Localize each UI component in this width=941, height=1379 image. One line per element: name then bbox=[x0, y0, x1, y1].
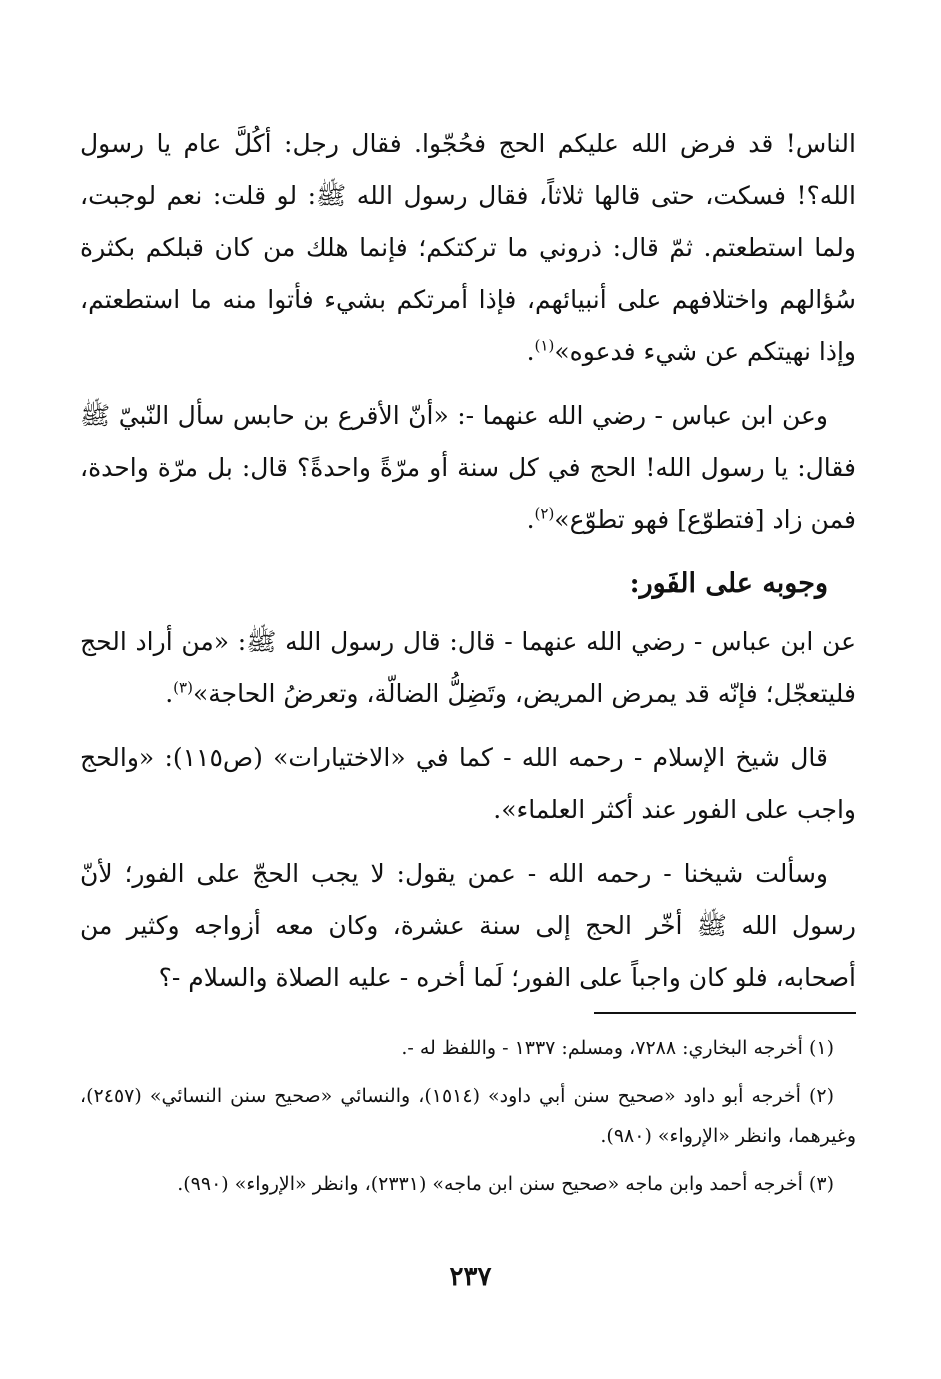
paragraph-end: . bbox=[526, 505, 535, 534]
paragraph-text: الناس! قد فرض الله عليكم الحج فحُجّوا. فقال رجل: أكُلَّ عام يا رسول الله؟! فسكت، حتى قالها ثلاثاً، فقال رسول الله ﷺ: لو قلت: نعم لوجبت، ولما استطعتم. ثمّ قال: ذروني ما تركتكم؛ فإنما هلك من كان قبلكم بكثرة سُؤالهم واختلافهم على أنبيائهم، فإذا أمرتكم بشيء فأتوا منه ما استطعتم، وإذا نهيتكم عن شيء فدعوه» bbox=[80, 129, 856, 366]
paragraph-ikhtiyarat-quote: قال شيخ الإسلام - رحمه الله - كما في «الاختيارات» (ص١١٥): «والحج واجب على الفور عند أكثر العلماء». bbox=[80, 743, 856, 824]
footnote-1: (١) أخرجه البخاري: ٧٢٨٨، ومسلم: ١٣٣٧ - واللفظ له -. bbox=[401, 1037, 834, 1059]
paragraph-ibn-abbas-aqra bbox=[80, 390, 856, 546]
footnote-ref-1: (١) bbox=[534, 336, 555, 355]
main-text bbox=[80, 118, 856, 1016]
section-heading: وجوبه على الفَور: bbox=[629, 568, 828, 599]
page-number: ٢٣٧ bbox=[449, 1262, 492, 1292]
footnote-3: (٣) أخرجه أحمد وابن ماجه «صحيح سنن ابن ماجه» (٢٣٣١)، وانظر «الإرواء» (٩٩٠). bbox=[177, 1173, 834, 1195]
footnote-2: (٢) أخرجه أبو داود «صحيح سنن أبي داود» (١٥١٤)، والنسائي «صحيح سنن النسائي» (٢٤٥٧)، وغيرهما، وانظر «الإرواء» (٩٨٠). bbox=[80, 1085, 856, 1147]
paragraph-hadith-hajj-obligation bbox=[80, 118, 856, 378]
footnote-separator bbox=[594, 1012, 856, 1014]
footnotes bbox=[80, 1028, 856, 1212]
paragraph-question-to-shaykh: وسألت شيخنا - رحمه الله - عمن يقول: لا يجب الحجّ على الفور؛ لأنّ رسول الله ﷺ أخّر الحج إلى سنة عشرة، وكان معه أزواجه وكثير من أصحابه، فلو كان واجباً على الفور؛ لَما أخره - عليه الصلاة والسلام -؟ bbox=[80, 859, 856, 992]
paragraph-hasten-hajj bbox=[80, 616, 856, 720]
footnote-ref-3: (٣) bbox=[173, 678, 193, 697]
paragraph-end: . bbox=[526, 337, 535, 366]
paragraph-text: وعن ابن عباس - رضي الله عنهما -: «أنّ الأقرع بن حابس سأل النّبيّ ﷺ فقال: يا رسول الله! الحج في كل سنة أو مرّةً واحدةً؟ قال: بل مرّة واحدة، فمن زاد [فتطوّع] فهو تطوّع» bbox=[80, 401, 856, 534]
paragraph-end: . bbox=[165, 679, 174, 708]
footnote-ref-2: (٢) bbox=[534, 504, 555, 523]
paragraph-text: عن ابن عباس - رضي الله عنهما - قال: قال رسول الله ﷺ: «من أراد الحج فليتعجّل؛ فإنّه قد يمرض المريض، وتَضِلُّ الضالّة، وتعرضُ الحاجة» bbox=[80, 627, 856, 708]
